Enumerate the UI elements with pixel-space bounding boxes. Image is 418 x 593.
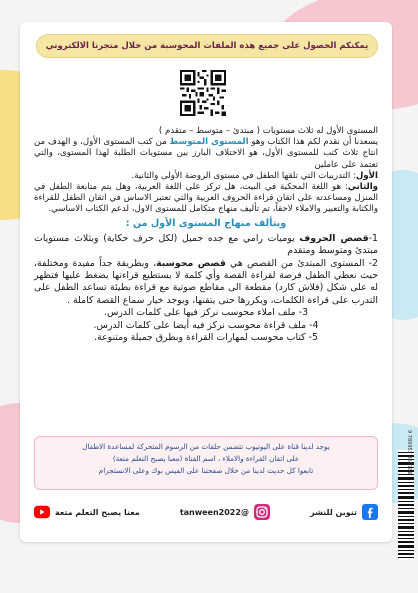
list-item-2 xyxy=(34,258,378,308)
youtube-info-box xyxy=(34,436,378,490)
list-item-2-text-b: ، وبطريقة جداً مفيدة ومختلفة، حيث نعطي الطفل فرصة لقراءة القصة وأي كلمة لا يستطيع قراءتها يضغط عليها فتظهر له على شكل (فلاش كارد) مقطعة الى مقاطع صوتية مع قراءة بطيئة تساعد الطفل على التدرب على قراءة الكلمات، ويكررها حتى يتقنها، ويوجد خيار سماع القصة كاملة . xyxy=(34,257,378,306)
factor-second xyxy=(34,182,378,216)
intro-paragraph xyxy=(34,126,378,171)
factor-first-label: الأول xyxy=(355,170,378,181)
list-item-2-text-a: المستوى المبتدئ من القصص هي xyxy=(225,257,369,269)
curriculum-heading: ويتألف منهاج المستوى الأول من : xyxy=(125,217,287,229)
factor-second-text: : هو اللغة المحكية في البيت، هل تركز على اللغة العربية، وهل يتم متابعة الطفل في المنزل ومساعدته على اتقان قراءة الحروف العربية والتي تعتبر الاساس في اتقان الطفل للقراءة والكتابة والتعبير والاملاء لاحقاً، تم تأليف منهاج متكامل للمستوى الاول، لدعم الكتاب الاساسي. xyxy=(34,182,378,215)
facebook-link[interactable] xyxy=(310,504,378,520)
instagram-icon xyxy=(254,504,270,520)
youtube-label: معنا يصبح التعلم متعة xyxy=(55,507,140,517)
facebook-icon xyxy=(362,504,378,520)
intro-sentence-end: من كتب المستوى الأول، و الهدف من انتاج ثلاث كتب للمستوى الأول، هو الاختلاف البارز بين مستويات الطلبة لهذا المستوى، والتي تعتمد على عاملين xyxy=(34,137,378,170)
info-line-3: تابعوا كل حديث لدينا من خلال صفحتنا على الفيس بوك وعلى الانستجرام xyxy=(98,466,314,475)
list-item-1 xyxy=(34,233,378,258)
list-item-4: 4- ملف قراءة محوسب نركز فيه أيضا على كلمات الدرس. xyxy=(93,319,319,331)
intro-text-block xyxy=(34,126,378,344)
level-highlight: المستوى المتوسط xyxy=(169,137,249,148)
instagram-label: @tanween2022 xyxy=(179,507,249,517)
list-item-2-bold: قصص محوسبة xyxy=(156,257,226,269)
list-item-5: 5- كتاب محوسب لمهارات القراءة وبطرق جميلة ومتنوعة. xyxy=(94,332,318,344)
facebook-label: تنوين للنشر xyxy=(310,507,357,517)
store-banner: يمكنكم الحصول على جميع هذه الملفات المحوسبة من خلال متجرنا الالكتروني xyxy=(36,34,378,58)
list-item-2-number: 2- xyxy=(368,257,378,269)
back-cover-card xyxy=(20,22,392,542)
instagram-link[interactable] xyxy=(180,504,270,520)
social-footer xyxy=(34,500,378,524)
list-item-1-bold: قصص الحروف xyxy=(299,232,369,244)
list-item-3: 3- ملف املاء محوسب نركز فيها على كلمات الدرس. xyxy=(103,307,309,319)
isbn-number: 9 789957 865786 xyxy=(406,430,412,475)
intro-sentence-start: يسعدنا أن نقدم لكم هذا الكتاب وهو xyxy=(248,137,378,148)
qr-code[interactable] xyxy=(180,70,226,116)
levels-line: المستوى الأول له ثلاث مستويات ( مبتدئ – متوسط – متقدم ) xyxy=(158,126,378,136)
list-item-1-number: 1- xyxy=(368,232,378,244)
youtube-icon xyxy=(34,504,50,520)
info-line-2: على اتقان القراءة والاملاء ، اسم القناة (معنا يصبح التعلم متعة) xyxy=(112,454,300,463)
factor-second-label: والثاني xyxy=(347,182,378,193)
list-item-1-text: يوميات رامي مع جده جميل (لكل حرف حكاية) وبثلاث مستويات مبتدئ ومتوسط ومتقدم xyxy=(34,232,378,257)
youtube-link[interactable] xyxy=(34,504,140,520)
factor-first xyxy=(34,171,378,182)
info-line-1: يوجد لدينا قناة على اليوتيوب تتضمن حلقات من الرسوم المتحركة لمساعدة الاطفال xyxy=(82,442,330,451)
factor-first-text: : التدريبات التي تلقها الطفل في مستوى الروضة الأولى والثانية. xyxy=(131,170,356,181)
